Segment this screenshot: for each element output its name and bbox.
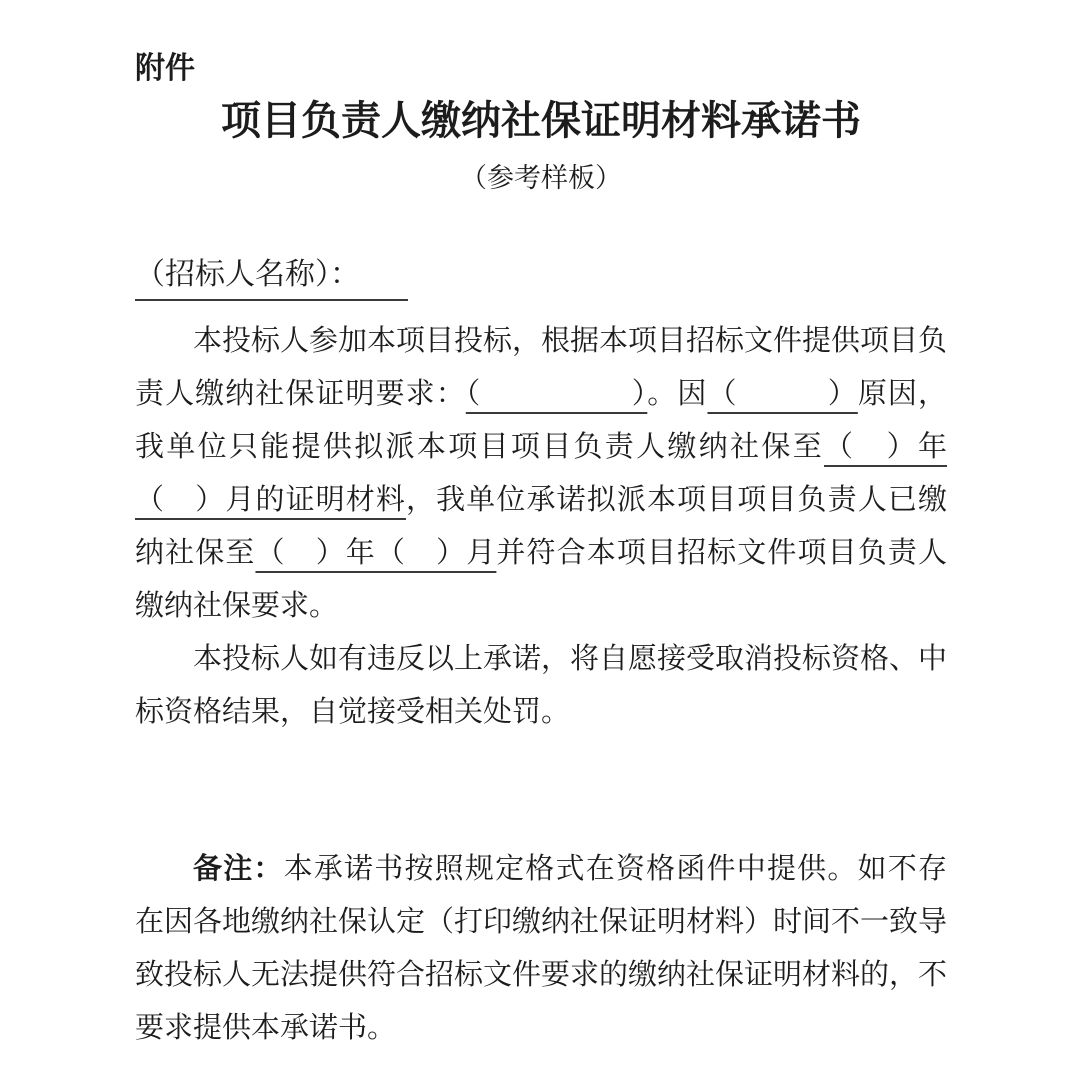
fill-in-blank: （ ） — [465, 378, 648, 410]
addressee-line — [135, 254, 947, 301]
document-subtitle: （参考样板） — [460, 163, 622, 193]
document-title: 项目负责人缴纳社保证明材料承诺书 — [221, 99, 861, 143]
paragraph-commitment — [135, 315, 947, 633]
text-run: ，我单位承诺拟派本项目项目负责人已缴纳社保至 — [135, 484, 947, 569]
attachment-label: 附件 — [135, 52, 195, 85]
fill-in-blank: （ ） — [707, 378, 858, 410]
paragraph-penalty — [135, 633, 947, 739]
text-run: 。因 — [647, 378, 708, 410]
text-run: 备注： — [193, 853, 284, 885]
fill-in-blank: （ ）年（ ）月 — [255, 537, 497, 569]
paragraph-note — [135, 843, 947, 1055]
text-run: 本投标人如有违反以上承诺，将自愿接受取消投标资格、中标资格结果，自觉接受相关处罚。 — [135, 643, 948, 728]
fill-in-blank: （ ）年（ ）月的证明材料 — [135, 431, 947, 516]
addressee-blank: （招标人名称）： — [135, 254, 408, 301]
text-run: 本承诺书按照规定格式在资格函件中提供。如不存在因各地缴纳社保认定（打印缴纳社保证明材料）时间不一致导致投标人无法提供符合招标文件要求的缴纳社保证明材料的，不要求提供本承诺书。 — [135, 853, 948, 1044]
text-run: 原因，我单位只能提供拟派本项目项目负责人缴纳社保至 — [135, 378, 947, 463]
text-run: 并符合本项目招标文件项目负责人缴纳社保要求。 — [135, 537, 947, 622]
text-run: 本投标人参加本项目投标，根据本项目招标文件提供项目负责人缴纳社保证明要求： — [135, 325, 948, 410]
